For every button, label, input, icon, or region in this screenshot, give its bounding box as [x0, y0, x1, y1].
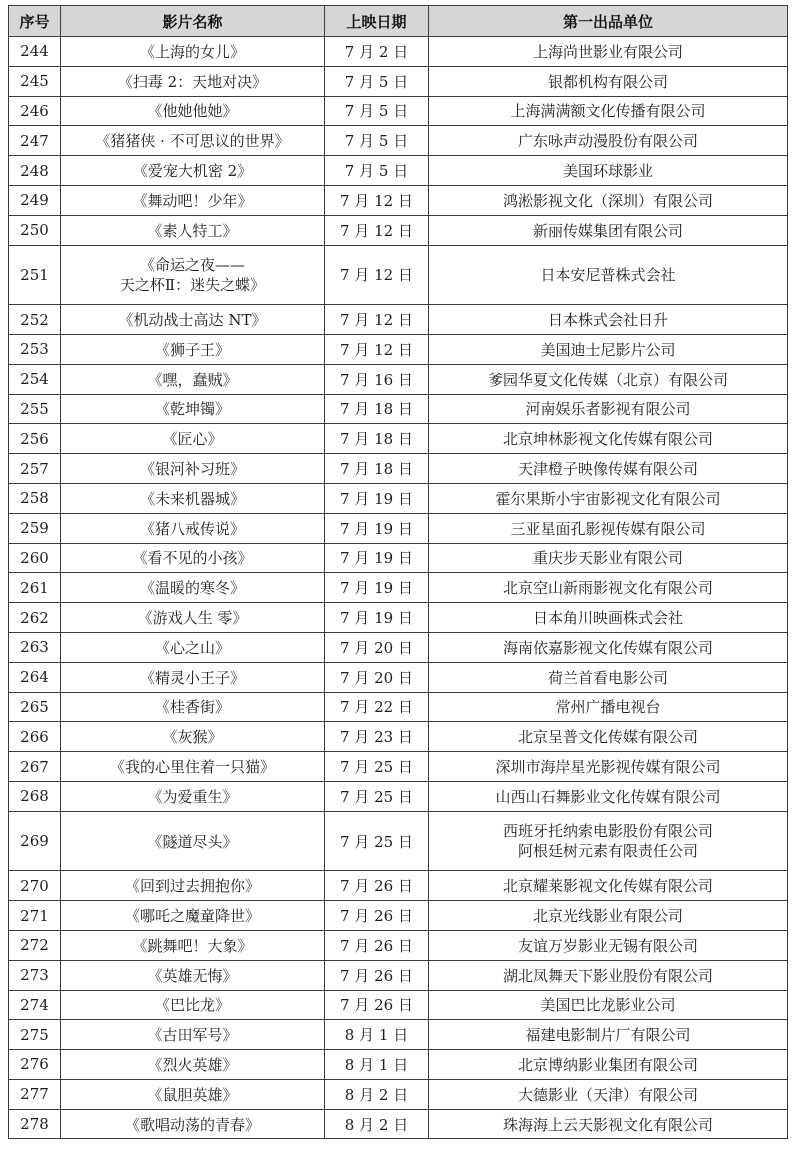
table-row [9, 1079, 788, 1109]
cell-release-date: 7 月 26 日 [325, 960, 429, 990]
table-row [9, 126, 788, 156]
cell-film-title: 《看不见的小孩》 [61, 543, 325, 573]
cell-serial-number: 271 [9, 901, 61, 931]
cell-producer: 霍尔果斯小宇宙影视文化有限公司 [429, 483, 788, 513]
cell-serial-number: 267 [9, 752, 61, 782]
cell-producer: 荷兰首看电影公司 [429, 662, 788, 692]
cell-serial-number: 263 [9, 632, 61, 662]
cell-serial-number: 254 [9, 364, 61, 394]
cell-serial-number: 262 [9, 603, 61, 633]
table-row [9, 394, 788, 424]
cell-producer: 北京空山新雨影视文化有限公司 [429, 573, 788, 603]
cell-producer: 日本安尼普株式会社 [429, 245, 788, 305]
table-row [9, 930, 788, 960]
cell-serial-number: 246 [9, 96, 61, 126]
table-row [9, 1020, 788, 1050]
table-row [9, 811, 788, 871]
cell-release-date: 7 月 18 日 [325, 454, 429, 484]
cell-producer: 珠海海上云天影视文化有限公司 [429, 1109, 788, 1139]
cell-film-title: 《猪猪侠 · 不可思议的世界》 [61, 126, 325, 156]
cell-producer: 鸿淞影视文化（深圳）有限公司 [429, 185, 788, 215]
cell-release-date: 7 月 19 日 [325, 603, 429, 633]
cell-serial-number: 250 [9, 215, 61, 245]
cell-producer: 上海尚世影业有限公司 [429, 37, 788, 67]
cell-producer: 三亚星面孔影视传媒有限公司 [429, 513, 788, 543]
cell-film-title: 《跳舞吧！大象》 [61, 930, 325, 960]
cell-serial-number: 273 [9, 960, 61, 990]
table-row [9, 722, 788, 752]
cell-film-title: 《歌唱动荡的青春》 [61, 1109, 325, 1139]
table-row [9, 781, 788, 811]
cell-producer: 山西山石舞影业文化传媒有限公司 [429, 781, 788, 811]
cell-release-date: 7 月 19 日 [325, 513, 429, 543]
cell-serial-number: 277 [9, 1079, 61, 1109]
cell-release-date: 7 月 22 日 [325, 692, 429, 722]
table-row [9, 454, 788, 484]
cell-serial-number: 274 [9, 990, 61, 1020]
cell-film-title: 《为爱重生》 [61, 781, 325, 811]
cell-serial-number: 258 [9, 483, 61, 513]
cell-release-date: 8 月 1 日 [325, 1050, 429, 1080]
table-row [9, 513, 788, 543]
cell-producer: 北京耀莱影视文化传媒有限公司 [429, 871, 788, 901]
table-row [9, 483, 788, 513]
cell-producer: 北京呈普文化传媒有限公司 [429, 722, 788, 752]
table-row [9, 305, 788, 335]
cell-film-title: 《爱宠大机密 2》 [61, 156, 325, 186]
cell-serial-number: 261 [9, 573, 61, 603]
cell-release-date: 7 月 26 日 [325, 901, 429, 931]
cell-serial-number: 260 [9, 543, 61, 573]
table-row [9, 990, 788, 1020]
cell-film-title: 《未来机器城》 [61, 483, 325, 513]
cell-film-title: 《桂香街》 [61, 692, 325, 722]
cell-release-date: 7 月 12 日 [325, 245, 429, 305]
cell-producer: 海南依嘉影视文化传媒有限公司 [429, 632, 788, 662]
cell-producer: 深圳市海岸星光影视传媒有限公司 [429, 752, 788, 782]
cell-film-title: 《素人特工》 [61, 215, 325, 245]
cell-film-title: 《巴比龙》 [61, 990, 325, 1020]
cell-release-date: 7 月 25 日 [325, 781, 429, 811]
cell-film-title: 《精灵小王子》 [61, 662, 325, 692]
cell-film-title: 《隧道尽头》 [61, 811, 325, 871]
header-producer: 第一出品单位 [429, 6, 788, 37]
cell-film-title: 《狮子王》 [61, 334, 325, 364]
table-row [9, 960, 788, 990]
cell-producer: 北京光线影业有限公司 [429, 901, 788, 931]
cell-serial-number: 278 [9, 1109, 61, 1139]
cell-producer: 大德影业（天津）有限公司 [429, 1079, 788, 1109]
cell-film-title-line: 天之杯Ⅱ：迷失之蝶》 [119, 275, 266, 294]
table-row [9, 185, 788, 215]
cell-release-date: 7 月 5 日 [325, 156, 429, 186]
table-row [9, 364, 788, 394]
cell-release-date: 7 月 20 日 [325, 632, 429, 662]
cell-serial-number: 249 [9, 185, 61, 215]
cell-film-title: 《烈火英雄》 [61, 1050, 325, 1080]
cell-film-title: 《乾坤镯》 [61, 394, 325, 424]
cell-film-title: 《哪吒之魔童降世》 [61, 901, 325, 931]
cell-producer: 美国环球影业 [429, 156, 788, 186]
cell-film-title: 《灰猴》 [61, 722, 325, 752]
cell-producer: 美国迪士尼影片公司 [429, 334, 788, 364]
cell-producer: 银都机构有限公司 [429, 66, 788, 96]
cell-film-title: 《机动战士高达 NT》 [61, 305, 325, 335]
table-row [9, 156, 788, 186]
cell-producer-line: 阿根廷树元素有限责任公司 [517, 842, 698, 861]
cell-release-date: 7 月 16 日 [325, 364, 429, 394]
cell-serial-number: 248 [9, 156, 61, 186]
cell-release-date: 7 月 25 日 [325, 811, 429, 871]
cell-release-date: 7 月 23 日 [325, 722, 429, 752]
cell-release-date: 7 月 12 日 [325, 334, 429, 364]
cell-serial-number: 247 [9, 126, 61, 156]
cell-serial-number: 259 [9, 513, 61, 543]
cell-release-date: 7 月 19 日 [325, 573, 429, 603]
cell-film-title: 《游戏人生 零》 [61, 603, 325, 633]
cell-release-date: 8 月 2 日 [325, 1079, 429, 1109]
table-row [9, 66, 788, 96]
table-row [9, 1109, 788, 1139]
cell-release-date: 7 月 5 日 [325, 66, 429, 96]
cell-producer [429, 811, 788, 871]
cell-serial-number: 269 [9, 811, 61, 871]
cell-producer: 新丽传媒集团有限公司 [429, 215, 788, 245]
cell-producer: 日本株式会社日升 [429, 305, 788, 335]
cell-release-date: 7 月 26 日 [325, 990, 429, 1020]
cell-serial-number: 268 [9, 781, 61, 811]
header-row [9, 6, 788, 37]
cell-producer: 美国巴比龙影业公司 [429, 990, 788, 1020]
cell-film-title: 《上海的女儿》 [61, 37, 325, 67]
cell-producer: 湖北凤舞天下影业股份有限公司 [429, 960, 788, 990]
cell-serial-number: 257 [9, 454, 61, 484]
cell-serial-number: 255 [9, 394, 61, 424]
cell-film-title: 《银河补习班》 [61, 454, 325, 484]
cell-serial-number: 266 [9, 722, 61, 752]
cell-release-date: 7 月 12 日 [325, 215, 429, 245]
cell-film-title: 《温暖的寒冬》 [61, 573, 325, 603]
cell-film-title: 《猪八戒传说》 [61, 513, 325, 543]
cell-producer: 上海满满额文化传播有限公司 [429, 96, 788, 126]
cell-producer: 爹园华夏文化传媒（北京）有限公司 [429, 364, 788, 394]
table-row [9, 752, 788, 782]
cell-producer: 常州广播电视台 [429, 692, 788, 722]
cell-release-date: 7 月 18 日 [325, 424, 429, 454]
cell-serial-number: 272 [9, 930, 61, 960]
cell-release-date: 7 月 12 日 [325, 185, 429, 215]
cell-release-date: 7 月 19 日 [325, 543, 429, 573]
cell-film-title: 《他她他她》 [61, 96, 325, 126]
cell-release-date: 8 月 2 日 [325, 1109, 429, 1139]
cell-film-title: 《嘿，蠢贼》 [61, 364, 325, 394]
cell-serial-number: 245 [9, 66, 61, 96]
table-row [9, 334, 788, 364]
cell-producer-line: 西班牙托纳索电影股份有限公司 [502, 822, 713, 841]
cell-film-title: 《舞动吧！少年》 [61, 185, 325, 215]
cell-film-title: 《心之山》 [61, 632, 325, 662]
cell-serial-number: 276 [9, 1050, 61, 1080]
cell-producer: 重庆步天影业有限公司 [429, 543, 788, 573]
cell-serial-number: 256 [9, 424, 61, 454]
cell-release-date: 7 月 20 日 [325, 662, 429, 692]
cell-producer: 天津橙子映像传媒有限公司 [429, 454, 788, 484]
cell-producer: 广东咏声动漫股份有限公司 [429, 126, 788, 156]
table-row [9, 632, 788, 662]
cell-release-date: 7 月 5 日 [325, 96, 429, 126]
cell-film-title: 《古田军号》 [61, 1020, 325, 1050]
cell-producer: 福建电影制片厂有限公司 [429, 1020, 788, 1050]
table-row [9, 215, 788, 245]
cell-serial-number: 264 [9, 662, 61, 692]
header-serial-number: 序号 [9, 6, 61, 37]
table-row [9, 901, 788, 931]
table-row [9, 245, 788, 305]
cell-film-title: 《扫毒 2：天地对决》 [61, 66, 325, 96]
table-row [9, 573, 788, 603]
table-row [9, 662, 788, 692]
table-body [9, 37, 788, 1139]
cell-film-title: 《回到过去拥抱你》 [61, 871, 325, 901]
cell-film-title: 《英雄无悔》 [61, 960, 325, 990]
cell-release-date: 7 月 26 日 [325, 871, 429, 901]
cell-film-title: 《匠心》 [61, 424, 325, 454]
table-row [9, 96, 788, 126]
cell-serial-number: 265 [9, 692, 61, 722]
cell-release-date: 7 月 25 日 [325, 752, 429, 782]
table-row [9, 543, 788, 573]
cell-producer: 河南娱乐者影视有限公司 [429, 394, 788, 424]
cell-release-date: 7 月 5 日 [325, 126, 429, 156]
cell-serial-number: 253 [9, 334, 61, 364]
table-row [9, 692, 788, 722]
table-header [9, 6, 788, 37]
film-release-table [8, 5, 788, 1139]
cell-film-title: 《鼠胆英雄》 [61, 1079, 325, 1109]
cell-serial-number: 251 [9, 245, 61, 305]
cell-serial-number: 252 [9, 305, 61, 335]
cell-serial-number: 270 [9, 871, 61, 901]
cell-release-date: 8 月 1 日 [325, 1020, 429, 1050]
table-row [9, 871, 788, 901]
cell-film-title-line: 《命运之夜—— [139, 255, 245, 274]
cell-film-title [61, 245, 325, 305]
table-row [9, 424, 788, 454]
cell-release-date: 7 月 12 日 [325, 305, 429, 335]
cell-release-date: 7 月 18 日 [325, 394, 429, 424]
cell-producer: 北京博纳影业集团有限公司 [429, 1050, 788, 1080]
cell-producer: 日本角川映画株式会社 [429, 603, 788, 633]
table-row [9, 37, 788, 67]
cell-release-date: 7 月 2 日 [325, 37, 429, 67]
table-row [9, 603, 788, 633]
cell-producer: 北京坤林影视文化传媒有限公司 [429, 424, 788, 454]
cell-serial-number: 275 [9, 1020, 61, 1050]
cell-producer: 友谊万岁影业无锡有限公司 [429, 930, 788, 960]
table-row [9, 1050, 788, 1080]
header-film-title: 影片名称 [61, 6, 325, 37]
cell-serial-number: 244 [9, 37, 61, 67]
cell-release-date: 7 月 19 日 [325, 483, 429, 513]
header-release-date: 上映日期 [325, 6, 429, 37]
cell-release-date: 7 月 26 日 [325, 930, 429, 960]
cell-film-title: 《我的心里住着一只猫》 [61, 752, 325, 782]
